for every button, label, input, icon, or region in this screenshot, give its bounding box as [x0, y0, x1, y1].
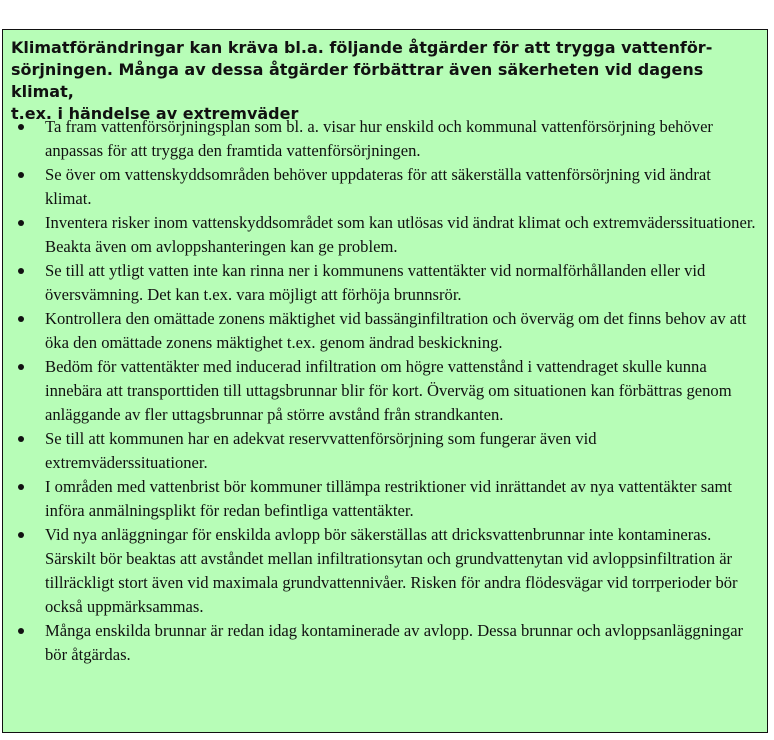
bullet-icon — [18, 268, 24, 274]
heading-line: sörjningen. Många av dessa åtgärder förbättrar även säkerheten vid dagens klimat, — [11, 60, 704, 101]
list-item — [3, 211, 763, 259]
list-item — [3, 619, 763, 667]
list-item — [3, 307, 763, 355]
heading-line: Klimatförändringar kan kräva bl.a. följande åtgärder för att trygga vattenför- — [11, 38, 713, 57]
list-item-text: Se till att kommunen har en adekvat reservvattenförsörjning som fungerar även vid extremväderssituationer. — [45, 429, 597, 472]
list-item-text: Se över om vattenskyddsområden behöver uppdateras för att säkerställa vattenförsörjning vid ändrat klimat. — [45, 165, 711, 208]
bullet-icon — [18, 220, 24, 226]
measures-list — [3, 115, 763, 667]
list-item — [3, 355, 763, 427]
list-item — [3, 427, 763, 475]
list-item-text: I områden med vattenbrist bör kommuner tillämpa restriktioner vid inrättandet av nya vattentäkter samt införa anmälningsplikt för redan befintliga vattentäkter. — [45, 477, 733, 520]
list-item-text: Inventera risker inom vattenskyddsområdet som kan utlösas vid ändrat klimat och extremväderssituationer. Beakta även om avloppshanteringen kan ge problem. — [45, 213, 756, 256]
list-item — [3, 259, 763, 307]
box-heading — [11, 37, 759, 125]
list-item — [3, 523, 763, 619]
bullet-icon — [18, 364, 24, 370]
list-item — [3, 475, 763, 523]
bullet-icon — [18, 436, 24, 442]
bullet-icon — [18, 484, 24, 490]
heading-line: t.ex. i händelse av extremväder — [11, 104, 299, 123]
info-box — [2, 29, 768, 733]
bullet-icon — [18, 628, 24, 634]
list-item-text: Kontrollera den omättade zonens mäktighet vid bassänginfiltration och överväg om det finns behov av att öka den omättade zonens mäktighet t.ex. genom ändrad beskickning. — [45, 309, 747, 352]
list-item-text: Se till att ytligt vatten inte kan rinna ner i kommunens vattentäkter vid normalförhållanden eller vid översvämning. Det kan t.ex. vara möjligt att förhöja brunnsrör. — [45, 261, 706, 304]
bullet-icon — [18, 316, 24, 322]
list-item-text: Bedöm för vattentäkter med inducerad infiltration om högre vattenstånd i vattendraget skulle kunna innebära att transporttiden till uttagsbrunnar blir för kort. Överväg om situationen kan förbättras genom anläggande av fler uttagsbrunnar på större avstånd från strandkanten. — [45, 357, 732, 424]
list-item-text: Ta fram vattenförsörjningsplan som bl. a. visar hur enskild och kommunal vattenförsörjning behöver anpassas för att trygga den framtida vattenförsörjningen. — [45, 117, 713, 160]
bullet-icon — [18, 532, 24, 538]
list-item — [3, 115, 763, 163]
bullet-icon — [18, 172, 24, 178]
bullet-icon — [18, 124, 24, 130]
list-item — [3, 163, 763, 211]
list-item-text: Många enskilda brunnar är redan idag kontaminerade av avlopp. Dessa brunnar och avloppsanläggningar bör åtgärdas. — [45, 621, 744, 664]
list-item-text: Vid nya anläggningar för enskilda avlopp bör säkerställas att dricksvattenbrunnar inte kontamineras. Särskilt bör beaktas att avståndet mellan infiltrationsytan och grundvattenytan vid avloppsinfiltration är tillräckligt stort även vid maximala grundvattennivåer. Risken för andra flödesvägar vid torrperioder bör också uppmärksammas. — [45, 525, 738, 616]
